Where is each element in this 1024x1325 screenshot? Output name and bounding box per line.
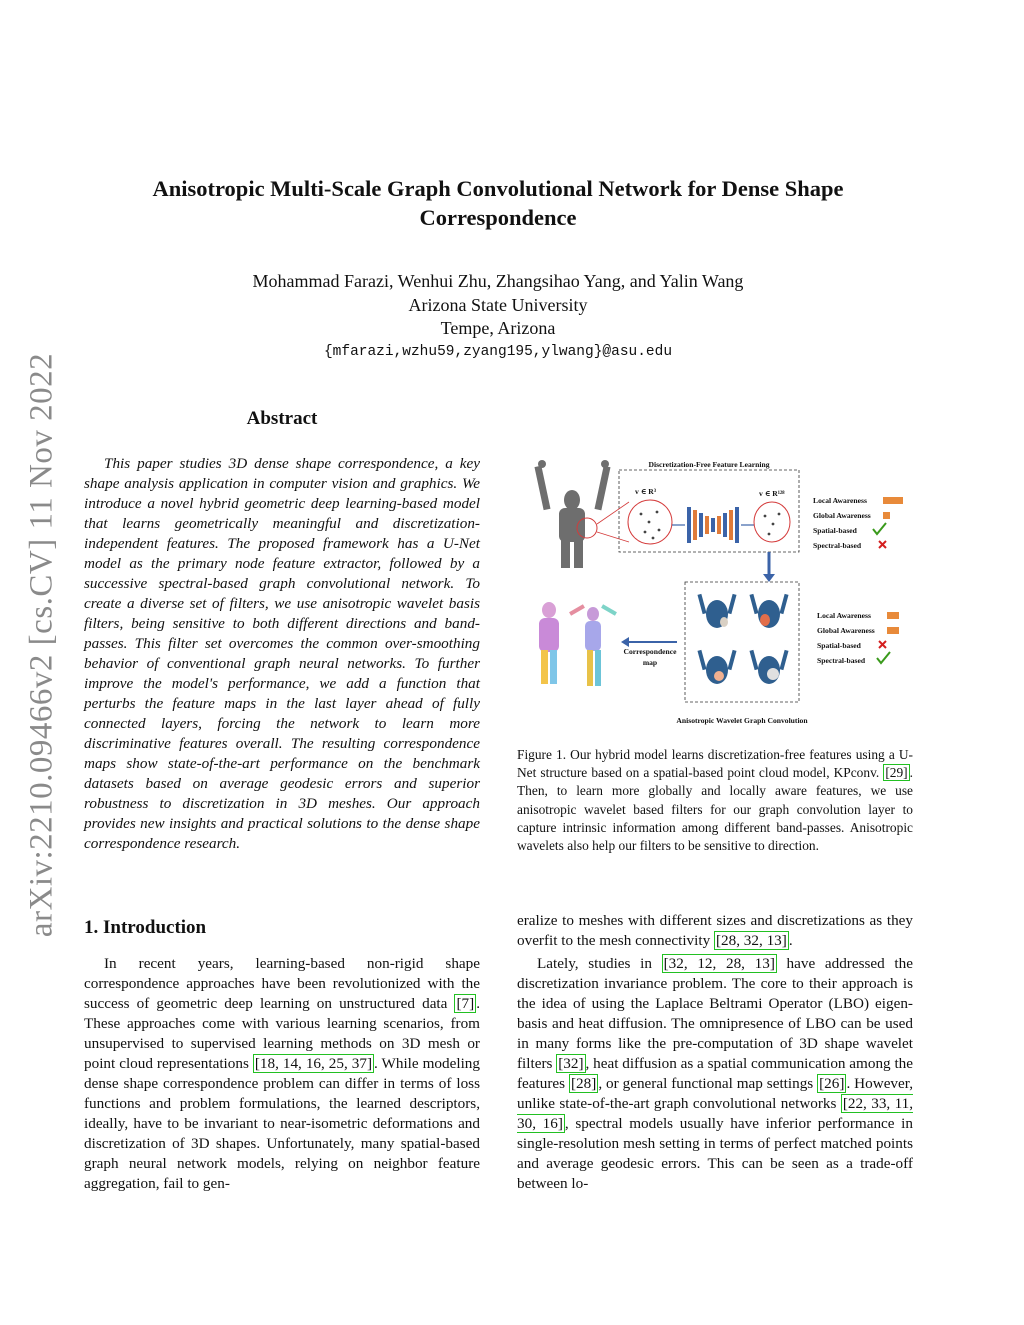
zoom-line (597, 532, 629, 542)
introduction-paragraph (84, 954, 480, 1194)
check-icon (877, 652, 890, 663)
para-text: , heat diffusion as a spatial communication among the features (517, 1055, 913, 1092)
paper-title (100, 174, 896, 232)
author-names: Mohammad Farazi, Wenhui Zhu, Zhangsihao Yang, and Yalin Wang (252, 271, 744, 291)
legend-spectral: Spectral-based (813, 541, 862, 550)
local-awareness-bar (883, 497, 903, 504)
bottom-figure-title: Anisotropic Wavelet Graph Convolution (676, 716, 808, 725)
arxiv-sidebar (18, 345, 66, 945)
citation-link[interactable]: [26] (819, 1075, 845, 1092)
legend-local: Local Awareness (817, 611, 871, 620)
figure-1-caption (517, 746, 913, 855)
output-dim-label: v ∈ R¹²⁸ (759, 489, 785, 498)
correspondence-label-2: map (642, 658, 658, 667)
legend-spatial: Spatial-based (813, 526, 857, 535)
author-block (150, 270, 846, 364)
global-awareness-bar (883, 512, 890, 519)
location: Tempe, Arizona (440, 318, 556, 338)
input-points (640, 511, 661, 540)
legend-spatial: Spatial-based (817, 641, 861, 650)
cross-icon (879, 541, 886, 548)
affiliation: Arizona State University (408, 294, 588, 315)
intro-text-1: In recent years, learning-based non-rigid shape correspondence approaches have been revolutionized with the success of geometric deep learning on unstructured data (84, 955, 480, 1012)
caption-text-1: Our hybrid model learns discretization-free features using a U-Net structure based on a spatial-based point cloud model, KPconv. (517, 747, 913, 781)
top-figure-title: Discretization-Free Feature Learning (648, 460, 770, 469)
para-text: . However, unlike state-of-the-art graph convolutional networks (517, 1075, 914, 1112)
para-text: have addressed the discretization invariance problem. The core to their approach is the idea of using the Laplace Beltrami Operator (LBO) eigen-basis and heat diffusion. The omnipresence of LBO can be used in many forms like the pre-computation of 3D shape wavelet filters (517, 955, 913, 1072)
citation-link[interactable]: [28] (571, 1075, 597, 1092)
citation-link[interactable]: [22, 33, 11, 30, 16] (517, 1095, 913, 1132)
title-line-1: Anisotropic Multi-Scale Graph Convolutional Network for Dense Shape (152, 176, 844, 201)
legend-global: Global Awareness (817, 626, 875, 635)
citation-link[interactable]: [28, 32, 13] (715, 932, 787, 949)
figure-1-graphic (517, 452, 913, 732)
title-line-2: Correspondence (419, 205, 577, 230)
caption-text-2: . Then, to learn more globally and locally aware features, we use anisotropic wavelet based filters for our graph convolution layer to capture intrinsic information among different band-passes. Anisotropic wavelets also help our filters to be sensitive to direction. (517, 765, 913, 854)
citation-link[interactable]: [7] (456, 995, 475, 1012)
introduction-continuation (517, 911, 913, 951)
caption-label: Figure 1. (517, 747, 567, 762)
cont-end: . (788, 932, 793, 949)
unet-block (687, 507, 739, 543)
introduction-heading: 1. Introduction (84, 917, 207, 938)
correspondence-label: Correspondence (623, 647, 677, 656)
legend-local: Local Awareness (813, 496, 867, 505)
para-text: Lately, studies in (537, 955, 662, 972)
output-features-circle (754, 502, 790, 542)
citation-link[interactable]: [18, 14, 16, 25, 37] (254, 1055, 373, 1072)
cross-icon (879, 641, 886, 648)
para-text: , spectral models usually have inferior performance in single-resolution mesh setting in terms of perfect matched points and average geodesic errors. This can be seen as a trade-off between lo- (517, 1115, 913, 1192)
top-dashed-frame (619, 470, 799, 552)
author-emails: {mfarazi,wzhu59,zyang195,ylwang}@asu.edu (323, 343, 673, 360)
citation-link[interactable]: [32, 12, 28, 13] (663, 955, 775, 972)
citation-link[interactable]: [29] (885, 765, 908, 781)
global-awareness-bar (887, 627, 899, 634)
left-arrowhead (621, 637, 629, 647)
output-points (764, 513, 781, 536)
colored-correspondence-humans (539, 602, 617, 686)
abstract-text: This paper studies 3D dense shape correspondence, a key shape analysis application in computer vision and graphics. We introduce a novel hybrid geometric deep learning-based model that learns geometrically meaningful and discretization-independent features. The proposed framework has a U-Net model as the primary node feature extractor, followed by a successive spectral-based graph convolutional network. To create a diverse set of filters, we use anisotropic wavelet basis filters, being sensitive to both different directions and band-passes. This filter set overcomes the common over-smoothing behavior of conventional graph neural networks. To further improve the model's performance, we add a function that perturbs the feature maps in the last layer ahead of fully connected layers, forcing the network to learn more discriminative features overall. The resulting correspondence maps show state-of-the-art performance on the benchmark datasets based on average geodesic errors and superior robustness to discretization in 3D meshes. Our approach provides new insights and practical solutions to the dense shape correspondence research. (84, 455, 480, 852)
legend-spectral: Spectral-based (817, 656, 866, 665)
point-cloud-human (534, 460, 610, 568)
legend-global: Global Awareness (813, 511, 871, 520)
intro-text-2: . These approaches come with various learning scenarios, from unsupervised to supervised learning methods on 3D mesh or point cloud representations (84, 995, 480, 1072)
cont-text: eralize to meshes with different sizes and discretizations as they overfit to the mesh connectivity (517, 912, 913, 949)
intro-text-3: . While modeling dense shape correspondence problem can differ in terms of loss functions and problem formulations, the learned descriptors, ideally, have to be invariant to near-isometric deformations and discretization of 3D shapes. Unfortunately, many spatial-based graph neural network models, relying on neighbor feature aggregation, fail to gen- (84, 1055, 480, 1192)
input-dim-label: v ∈ R³ (635, 487, 656, 496)
abstract-heading: Abstract (246, 408, 318, 429)
local-awareness-bar (887, 612, 899, 619)
figure-1 (517, 452, 913, 732)
para-text: , or general functional map settings (598, 1075, 818, 1092)
arxiv-identifier: arXiv:2210.09466v2 [cs.CV] 11 Nov 2022 (23, 352, 60, 938)
citation-link[interactable]: [32] (558, 1055, 584, 1072)
check-icon (873, 523, 886, 534)
related-work-paragraph (517, 954, 913, 1194)
wavelet-human-meshes (697, 594, 788, 684)
down-arrowhead (763, 574, 775, 582)
